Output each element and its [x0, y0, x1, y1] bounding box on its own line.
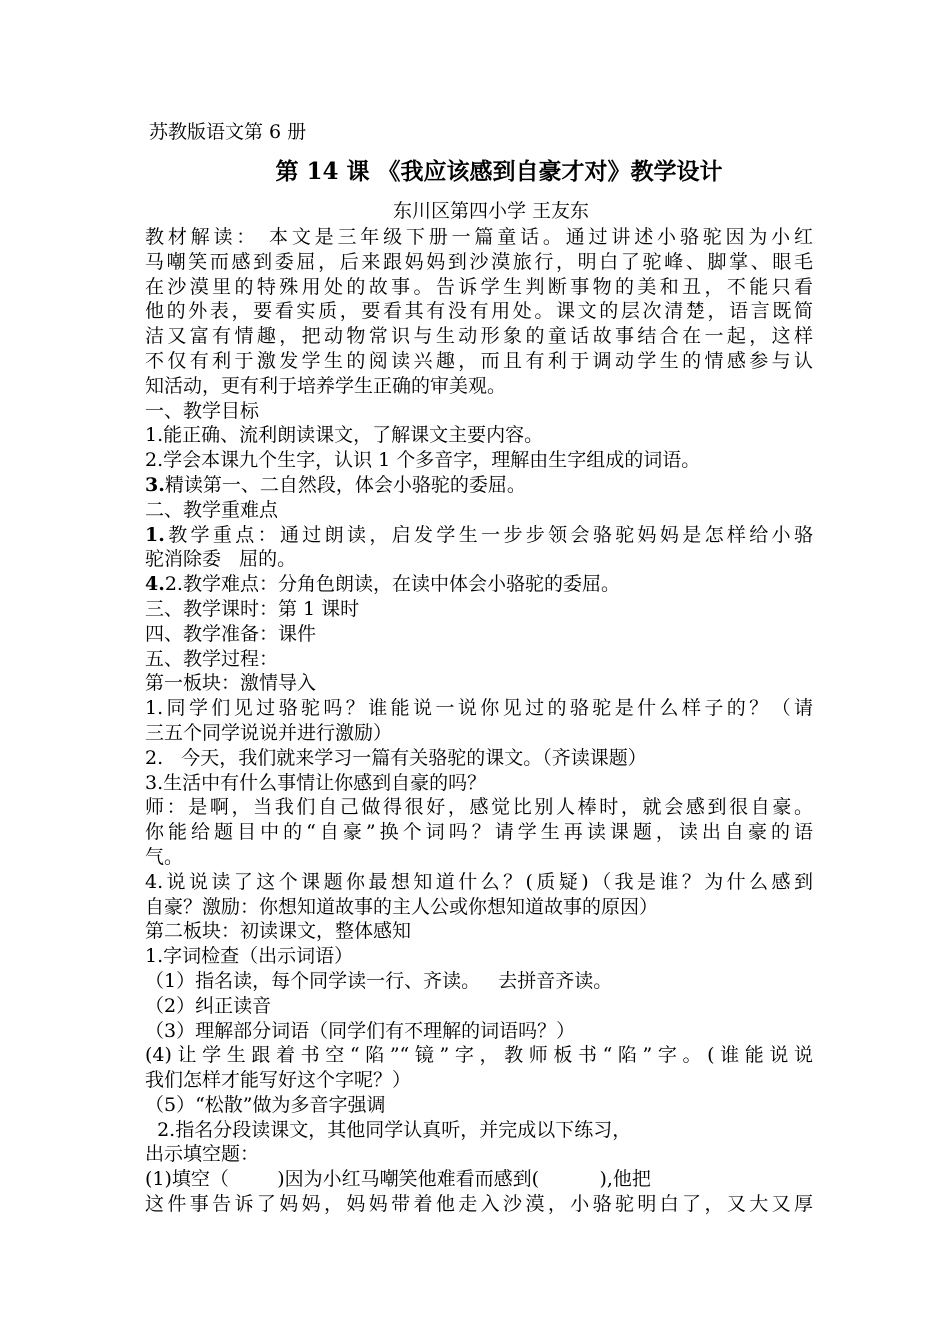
process-line: 2.指名分段读课文，其他同学认真听，并完成以下练习，	[145, 1118, 632, 1141]
goal-text: 精读第一、二自然段，体会小骆驼的委屈。	[164, 473, 526, 496]
key-point-number: 1.	[145, 523, 165, 546]
process-line: （5）“松散”做为多音字强调	[145, 1093, 386, 1116]
goal-item	[145, 473, 813, 498]
section-heading-goals: 一、教学目标	[145, 399, 260, 422]
process-line: 你能给题目中的“自豪”换个词吗？请学生再读课题，读出自豪的语	[145, 821, 813, 844]
section-heading-hours: 三、教学课时：第 1 课时	[145, 597, 360, 620]
process-line: （2）纠正读音	[145, 994, 272, 1017]
process-line: 出示填空题：	[145, 1143, 260, 1166]
process-line: 1.同学们见过骆驼吗？谁能说一说你见过的骆驼是什么样子的？（请	[145, 697, 813, 720]
process-line: （1）指名读，每个同学读一行、齐读。 去拼音齐读。	[145, 969, 613, 992]
goal-item: 1.能正确、流利朗读课文，了解课文主要内容。	[145, 424, 544, 447]
process-line: (4)让学生跟着书空“陷”“镜”字，教师板书“陷”字。(谁能说说	[145, 1044, 813, 1067]
section-heading-key-points: 二、教学重难点	[145, 498, 279, 521]
page-title: 第 14 课 《我应该感到自豪才对》教学设计	[275, 158, 723, 185]
process-line: 这件事告诉了妈妈，妈妈带着他走入沙漠，小骆驼明白了，又大又厚	[145, 1193, 813, 1216]
block-heading: 第一板块：激情导入	[145, 672, 317, 695]
block-heading: 第二板块：初读课文，整体感知	[145, 920, 412, 943]
intro-line: 知活动，更有利于培养学生正确的审美观。	[145, 374, 507, 397]
intro-line: 教材解读： 本文是三年级下册一篇童话。通过讲述小骆驼因为小红	[145, 226, 813, 248]
process-line: 4.说说读了这个课题你最想知道什么？(质疑)（我是谁？为什么感到	[145, 870, 813, 893]
process-line: 我们怎样才能写好这个字呢？）	[145, 1069, 412, 1092]
process-line: 三五个同学说说并进行激励）	[145, 721, 393, 744]
intro-line: 不仅有利于激发学生的阅读兴趣，而且有利于调动学生的情感参与认	[145, 349, 813, 372]
intro-line: 他的外表，要看实质，要看其有没有用处。课文的层次清楚，语言既简	[145, 300, 813, 323]
author-line: 东川区第四小学 王友东	[393, 200, 590, 222]
process-line: 气。	[145, 845, 184, 868]
key-point-item-cont: 驼消除委 屈的。	[145, 548, 297, 571]
key-point-text: 教学重点：通过朗读，启发学生一步步领会骆驼妈妈是怎样给小骆	[164, 523, 813, 546]
process-line: 3.生活中有什么事情让你感到自豪的吗？	[145, 771, 487, 794]
intro-line: 在沙漠里的特殊用处的故事。告诉学生判断事物的美和丑，不能只看	[145, 275, 813, 298]
process-line: (1)填空（ )因为小红马嘲笑他难看而感到( ),他把	[145, 1168, 651, 1191]
process-line: 2. 今天，我们就来学习一篇有关骆驼的课文。（齐读课题）	[145, 746, 647, 769]
process-line: 自豪？激励：你想知道故事的主人公或你想知道故事的原因）	[145, 895, 659, 918]
key-point-item	[145, 572, 813, 597]
process-line: 师：是啊，当我们自己做得很好，感觉比别人棒时，就会感到很自豪。	[145, 796, 813, 819]
key-point-item	[145, 523, 813, 548]
key-point-number: 4.	[145, 573, 165, 596]
process-line: （3）理解部分词语（同学们有不理解的词语吗？）	[145, 1019, 576, 1042]
process-line: 1.字词检查（出示词语）	[145, 945, 354, 968]
subject-label: 苏教版语文第 6 册	[149, 121, 307, 143]
section-heading-prep: 四、教学准备：课件	[145, 622, 317, 645]
section-heading-process: 五、教学过程：	[145, 647, 279, 670]
key-point-text: 2.教学难点：分角色朗读，在读中体会小骆驼的委屈。	[164, 573, 620, 596]
goal-item: 2.学会本课九个生字，认识 1 个多音字，理解由生字组成的词语。	[145, 449, 701, 472]
goal-number: 3.	[145, 473, 165, 496]
intro-line: 洁又富有情趣，把动物常识与生动形象的童话故事结合在一起，这样	[145, 325, 813, 348]
document-page	[145, 118, 813, 1217]
intro-line: 马嘲笑而感到委屈，后来跟妈妈到沙漠旅行，明白了驼峰、脚掌、眼毛	[145, 250, 813, 273]
